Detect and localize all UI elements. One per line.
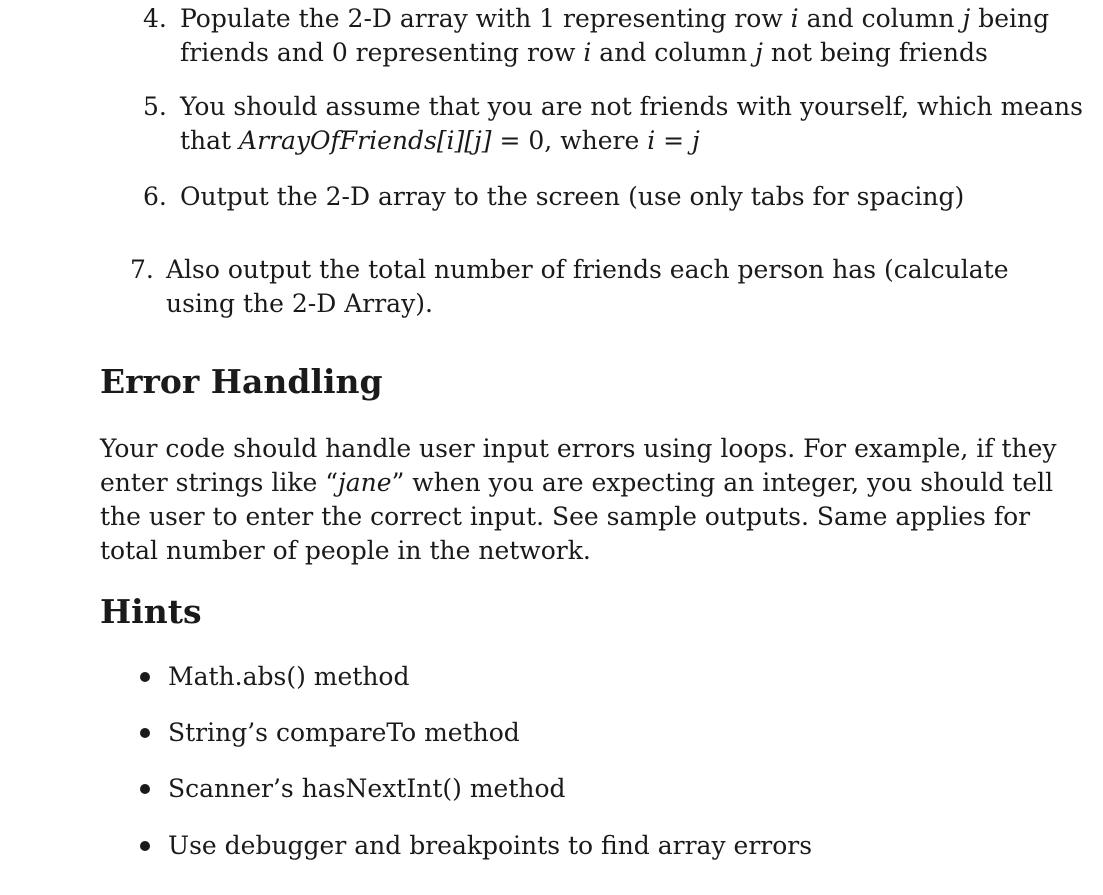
list-item-text: You should assume that you are not friends with yourself, which means <box>180 92 1083 121</box>
paragraph-line: enter strings like “jane” when you are expecting an integer, you should tell <box>100 468 1054 497</box>
list-item-text: Populate the 2-D array with 1 representing row i and column j being <box>180 4 1050 33</box>
bullet-icon <box>140 672 150 682</box>
list-item-text: Also output the total number of friends each person has (calculate <box>166 255 1009 284</box>
error-handling-paragraph <box>100 432 1057 568</box>
list-item-text: friends and 0 representing row i and column j not being friends <box>180 38 988 67</box>
paragraph-line: the user to enter the correct input. See sample outputs. Same applies for <box>100 502 1031 531</box>
section-heading-hints: Hints <box>100 592 202 631</box>
paragraph-line: total number of people in the network. <box>100 536 591 565</box>
list-number: 6. <box>143 182 167 211</box>
list-item-text: Output the 2-D array to the screen (use only tabs for spacing) <box>180 182 965 211</box>
bullet-icon <box>140 728 150 738</box>
list-number: 5. <box>143 92 167 121</box>
paragraph-line: Your code should handle user input errors using loops. For example, if they <box>100 434 1057 463</box>
hint-item: Math.abs() method <box>140 660 410 694</box>
bullet-icon <box>140 784 150 794</box>
list-number: 7. <box>130 255 154 284</box>
list-item-text: that ArrayOfFriends[i][j] = 0, where i = j <box>180 126 700 155</box>
hint-item: Scanner’s hasNextInt() method <box>140 772 566 806</box>
list-item-text: using the 2-D Array). <box>166 289 433 318</box>
bullet-icon <box>140 841 150 851</box>
list-number: 4. <box>143 4 167 33</box>
section-heading-error-handling: Error Handling <box>100 362 383 401</box>
hint-item: Use debugger and breakpoints to find array errors <box>140 829 812 863</box>
hint-item: String’s compareTo method <box>140 716 520 750</box>
